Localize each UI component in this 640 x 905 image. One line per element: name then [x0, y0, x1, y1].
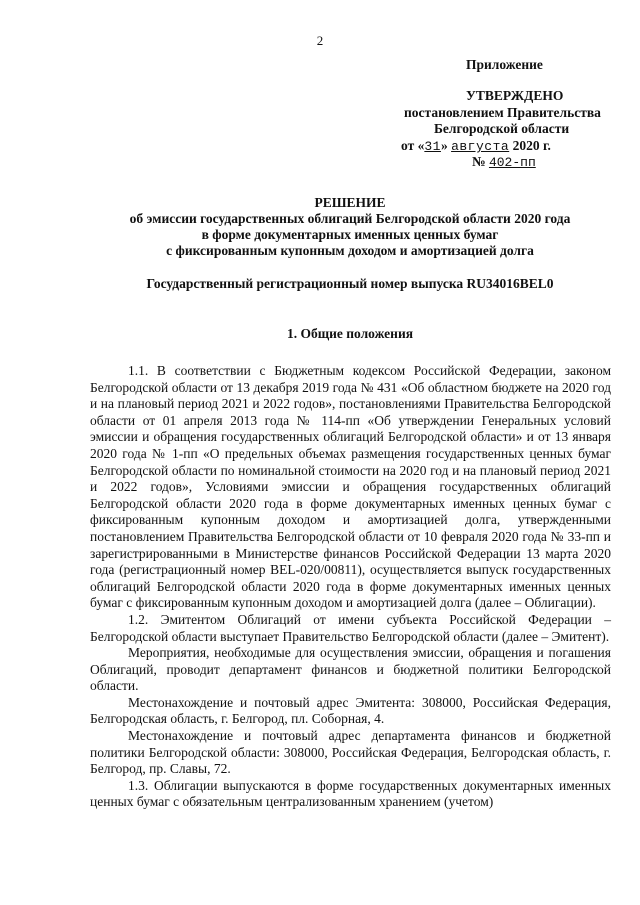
- date-mid: »: [440, 138, 452, 153]
- paragraph: Местонахождение и почтовый адрес департамента финансов и бюджетной политики Белгородской области: 308000, Российская Федерация, Белгородская область, г. Белгород, пр. Славы, 72.: [90, 728, 611, 777]
- paragraph: 1.1. В соответствии с Бюджетным кодексом Российской Федерации, законом Белгородской области от 13 декабря 2019 года № 431 «Об областном бюджете на 2020 год и на плановый период 2021 и 2022 годов», постановлениями Правительства Белгородской области от 01 апреля 2013 года № 114-пп «Об утверждении Генеральных условий эмиссии и обращения государственных облигаций Белгородской области» и от 13 января 2020 года № 1-пп «О предельных объемах размещения государственных ценных бумаг Белгородской области по номинальной стоимости на 2020 год и на плановый период 2021 и 2022 годов», Условиями эмиссии и обращения государственных облигаций Белгородской области 2020 года в форме документарных именных ценных бумаг с фиксированным купонным доходом и амортизацией долга, утвержденными постановлением Правительства Белгородской области от 10 февраля 2020 года № 33-пп и зарегистрированными в Министерстве финансов Российской Федерации 13 марта 2020 года (регистрационный номер BEL-020/00811), осуществляется выпуск государственных облигаций Белгородской области 2020 года в форме документарных именных ценных бумаг с фиксированным купонным доходом и амортизацией долга (далее – Облигации).: [90, 363, 611, 611]
- date-month: августа: [451, 139, 510, 154]
- appendix-label: Приложение: [466, 57, 543, 72]
- section-title: 1. Общие положения: [286, 326, 414, 341]
- approval-date-line: [401, 138, 551, 154]
- paragraph: 1.3. Облигации выпускаются в форме государственных документарных именных ценных бумаг с обязательным централизованным хранением (учетом): [90, 777, 611, 810]
- decision-heading: РЕШЕНИЕ: [314, 195, 386, 210]
- decision-title-line-2: в форме документарных именных ценных бумаг: [201, 227, 499, 242]
- region-line: Белгородской области: [434, 121, 570, 136]
- number-value: 402-пп: [488, 155, 536, 170]
- date-day: 31: [424, 139, 441, 154]
- paragraph: Местонахождение и почтовый адрес Эмитента: 308000, Российская Федерация, Белгородская область, г. Белгород, пл. Соборная, 4.: [90, 694, 611, 727]
- approved-by-line: постановлением Правительства: [404, 105, 601, 120]
- paragraph: 1.2. Эмитентом Облигаций от имени субъекта Российской Федерации – Белгородской области выступает Правительство Белгородской области (далее – Эмитент).: [90, 611, 611, 644]
- date-prefix: от «: [401, 138, 425, 153]
- document-body: [90, 363, 611, 811]
- decision-title: [90, 195, 610, 259]
- paragraph: Мероприятия, необходимые для осуществления эмиссии, обращения и погашения Облигаций, проводит департамент финансов и бюджетной политики Белгородской области.: [90, 645, 611, 694]
- date-suffix: 2020 г.: [509, 138, 551, 153]
- registration-number: Государственный регистрационный номер выпуска RU34016BEL0: [146, 276, 554, 291]
- page-number: 2: [316, 33, 324, 48]
- approval-number-line: [472, 154, 536, 170]
- number-prefix: №: [472, 154, 489, 169]
- approved-stamp-label: УТВЕРЖДЕНО: [466, 88, 564, 103]
- decision-title-line-3: с фиксированным купонным доходом и амортизацией долга: [166, 243, 534, 258]
- decision-title-line-1: об эмиссии государственных облигаций Белгородской области 2020 года: [129, 211, 571, 226]
